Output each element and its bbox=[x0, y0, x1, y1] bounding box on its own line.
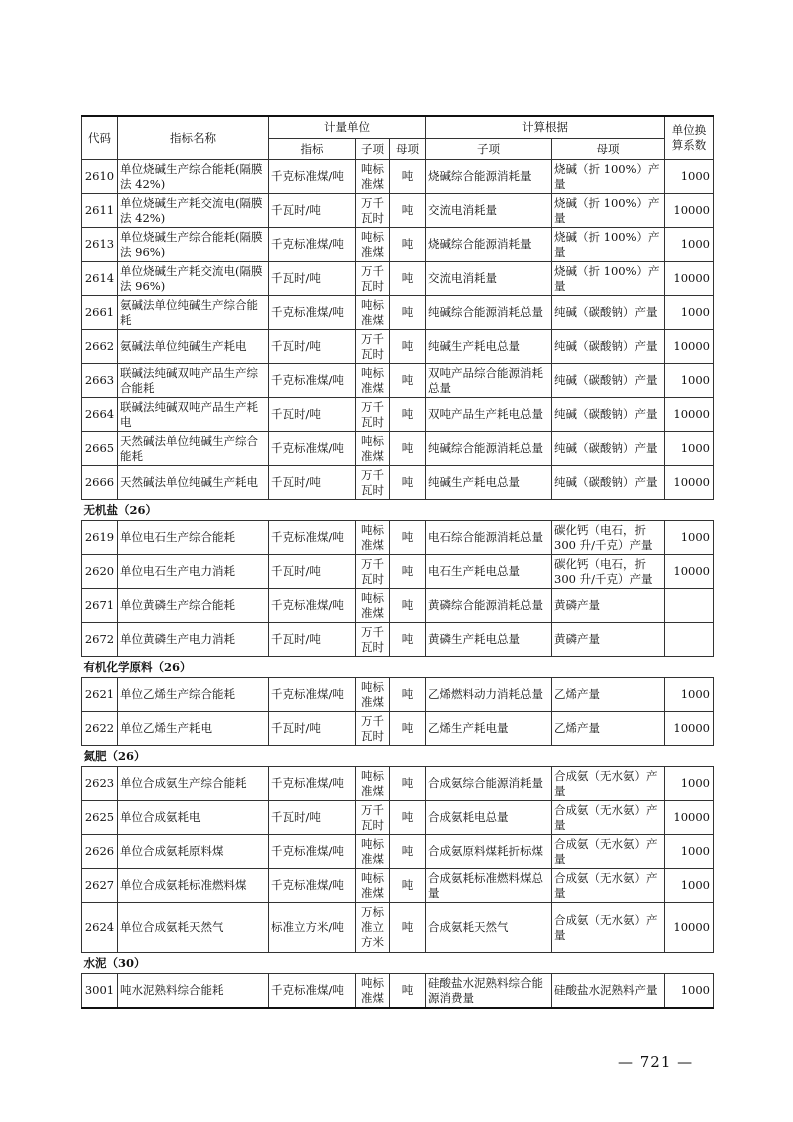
cell-indicator-name: 吨水泥熟料综合能耗 bbox=[118, 974, 269, 1009]
cell-basis-parent: 烧碱（折 100%）产量 bbox=[552, 194, 665, 228]
header-coef: 单位换算系数 bbox=[665, 116, 714, 160]
cell-child-unit: 吨标准煤 bbox=[356, 767, 390, 801]
cell-coef: 1000 bbox=[665, 296, 714, 330]
cell-unit: 千克标准煤/吨 bbox=[269, 228, 356, 262]
cell-coef: 1000 bbox=[665, 767, 714, 801]
table-header bbox=[82, 116, 714, 160]
cell-basis-parent: 乙烯产量 bbox=[552, 678, 665, 712]
table-row bbox=[82, 903, 714, 953]
cell-coef: 1000 bbox=[665, 835, 714, 869]
cell-child-unit: 万千瓦时 bbox=[356, 398, 390, 432]
cell-code: 2610 bbox=[82, 160, 118, 194]
cell-child-unit: 吨标准煤 bbox=[356, 678, 390, 712]
cell-coef: 10000 bbox=[665, 466, 714, 500]
cell-coef: 1000 bbox=[665, 160, 714, 194]
cell-indicator-name: 氨碱法单位纯碱生产耗电 bbox=[118, 330, 269, 364]
page-number: — 721 — bbox=[618, 1053, 694, 1071]
cell-child-unit: 万千瓦时 bbox=[356, 801, 390, 835]
cell-code: 2621 bbox=[82, 678, 118, 712]
table-row bbox=[82, 712, 714, 746]
indicator-table bbox=[81, 115, 714, 1009]
cell-indicator-name: 单位黄磷生产电力消耗 bbox=[118, 623, 269, 657]
cell-coef bbox=[665, 623, 714, 657]
cell-child-unit: 吨标准煤 bbox=[356, 296, 390, 330]
cell-basis-parent: 黄磷产量 bbox=[552, 623, 665, 657]
cell-parent-unit: 吨 bbox=[390, 903, 426, 953]
header-unit-child: 子项 bbox=[356, 139, 390, 160]
cell-code: 2662 bbox=[82, 330, 118, 364]
cell-parent-unit: 吨 bbox=[390, 623, 426, 657]
cell-coef: 1000 bbox=[665, 678, 714, 712]
cell-basis-child: 合成氨综合能源消耗量 bbox=[426, 767, 552, 801]
cell-unit: 千克标准煤/吨 bbox=[269, 767, 356, 801]
cell-code: 2671 bbox=[82, 589, 118, 623]
cell-coef: 10000 bbox=[665, 903, 714, 953]
table-row bbox=[82, 296, 714, 330]
header-unit-group: 计量单位 bbox=[269, 116, 426, 139]
cell-parent-unit: 吨 bbox=[390, 555, 426, 589]
table-row bbox=[82, 262, 714, 296]
header-name: 指标名称 bbox=[118, 116, 269, 160]
cell-coef: 1000 bbox=[665, 974, 714, 1009]
cell-basis-parent: 碳化钙（电石，折 300 升/千克）产量 bbox=[552, 555, 665, 589]
cell-parent-unit: 吨 bbox=[390, 869, 426, 903]
cell-code: 2663 bbox=[82, 364, 118, 398]
cell-code: 2623 bbox=[82, 767, 118, 801]
cell-basis-child: 乙烯燃料动力消耗总量 bbox=[426, 678, 552, 712]
cell-parent-unit: 吨 bbox=[390, 330, 426, 364]
section-row bbox=[82, 746, 714, 767]
cell-coef: 10000 bbox=[665, 330, 714, 364]
cell-basis-parent: 合成氨（无水氨）产量 bbox=[552, 835, 665, 869]
cell-basis-parent: 纯碱（碳酸钠）产量 bbox=[552, 364, 665, 398]
cell-child-unit: 吨标准煤 bbox=[356, 869, 390, 903]
cell-coef: 1000 bbox=[665, 364, 714, 398]
cell-basis-child: 电石生产耗电总量 bbox=[426, 555, 552, 589]
table-row bbox=[82, 801, 714, 835]
section-title: 有机化学原料（26） bbox=[82, 657, 714, 678]
cell-parent-unit: 吨 bbox=[390, 160, 426, 194]
cell-unit: 千克标准煤/吨 bbox=[269, 678, 356, 712]
cell-code: 2619 bbox=[82, 521, 118, 555]
cell-coef: 1000 bbox=[665, 432, 714, 466]
cell-unit: 千瓦时/吨 bbox=[269, 555, 356, 589]
cell-indicator-name: 天然碱法单位纯碱生产耗电 bbox=[118, 466, 269, 500]
table-row bbox=[82, 835, 714, 869]
cell-parent-unit: 吨 bbox=[390, 466, 426, 500]
cell-basis-child: 双吨产品生产耗电总量 bbox=[426, 398, 552, 432]
cell-coef: 10000 bbox=[665, 194, 714, 228]
cell-basis-child: 双吨产品综合能源消耗总量 bbox=[426, 364, 552, 398]
cell-code: 3001 bbox=[82, 974, 118, 1009]
cell-child-unit: 吨标准煤 bbox=[356, 160, 390, 194]
cell-basis-child: 合成氨耗标准燃料煤总量 bbox=[426, 869, 552, 903]
table-row bbox=[82, 869, 714, 903]
cell-unit: 千克标准煤/吨 bbox=[269, 974, 356, 1009]
cell-code: 2661 bbox=[82, 296, 118, 330]
cell-child-unit: 吨标准煤 bbox=[356, 835, 390, 869]
cell-coef: 1000 bbox=[665, 869, 714, 903]
table-row bbox=[82, 194, 714, 228]
cell-basis-parent: 纯碱（碳酸钠）产量 bbox=[552, 466, 665, 500]
cell-basis-child: 纯碱综合能源消耗总量 bbox=[426, 296, 552, 330]
table-row bbox=[82, 466, 714, 500]
cell-child-unit: 吨标准煤 bbox=[356, 521, 390, 555]
cell-unit: 千瓦时/吨 bbox=[269, 194, 356, 228]
cell-indicator-name: 单位合成氨耗标准燃料煤 bbox=[118, 869, 269, 903]
cell-coef: 1000 bbox=[665, 521, 714, 555]
cell-basis-child: 黄磷生产耗电总量 bbox=[426, 623, 552, 657]
cell-unit: 千瓦时/吨 bbox=[269, 262, 356, 296]
cell-child-unit: 万千瓦时 bbox=[356, 262, 390, 296]
cell-child-unit: 万千瓦时 bbox=[356, 194, 390, 228]
cell-unit: 千瓦时/吨 bbox=[269, 623, 356, 657]
cell-parent-unit: 吨 bbox=[390, 262, 426, 296]
cell-code: 2665 bbox=[82, 432, 118, 466]
cell-coef: 10000 bbox=[665, 398, 714, 432]
cell-indicator-name: 联碱法纯碱双吨产品生产耗电 bbox=[118, 398, 269, 432]
table-row bbox=[82, 589, 714, 623]
cell-coef: 10000 bbox=[665, 262, 714, 296]
cell-indicator-name: 单位烧碱生产耗交流电(隔膜法 42%) bbox=[118, 194, 269, 228]
header-unit-parent: 母项 bbox=[390, 139, 426, 160]
cell-child-unit: 万千瓦时 bbox=[356, 555, 390, 589]
table-row bbox=[82, 678, 714, 712]
header-basis-group: 计算根据 bbox=[426, 116, 665, 139]
table-row bbox=[82, 974, 714, 1009]
cell-basis-parent: 硅酸盐水泥熟料产量 bbox=[552, 974, 665, 1009]
cell-unit: 千瓦时/吨 bbox=[269, 330, 356, 364]
cell-basis-parent: 纯碱（碳酸钠）产量 bbox=[552, 296, 665, 330]
header-unit-indicator: 指标 bbox=[269, 139, 356, 160]
cell-indicator-name: 单位合成氨耗天然气 bbox=[118, 903, 269, 953]
cell-child-unit: 吨标准煤 bbox=[356, 432, 390, 466]
cell-basis-parent: 黄磷产量 bbox=[552, 589, 665, 623]
cell-code: 2613 bbox=[82, 228, 118, 262]
indicator-table-sheet bbox=[81, 115, 713, 1009]
cell-basis-child: 纯碱综合能源消耗总量 bbox=[426, 432, 552, 466]
cell-child-unit: 万千瓦时 bbox=[356, 712, 390, 746]
cell-basis-child: 烧碱综合能源消耗量 bbox=[426, 228, 552, 262]
cell-indicator-name: 单位合成氨耗电 bbox=[118, 801, 269, 835]
cell-code: 2627 bbox=[82, 869, 118, 903]
section-row bbox=[82, 657, 714, 678]
section-title: 无机盐（26） bbox=[82, 500, 714, 521]
cell-unit: 千克标准煤/吨 bbox=[269, 296, 356, 330]
cell-indicator-name: 单位合成氨生产综合能耗 bbox=[118, 767, 269, 801]
table-row bbox=[82, 767, 714, 801]
cell-child-unit: 万标准立方米 bbox=[356, 903, 390, 953]
cell-basis-child: 纯碱生产耗电总量 bbox=[426, 330, 552, 364]
cell-indicator-name: 单位乙烯生产综合能耗 bbox=[118, 678, 269, 712]
cell-code: 2611 bbox=[82, 194, 118, 228]
cell-parent-unit: 吨 bbox=[390, 364, 426, 398]
section-title: 氮肥（26） bbox=[82, 746, 714, 767]
header-basis-parent: 母项 bbox=[552, 139, 665, 160]
cell-unit: 千克标准煤/吨 bbox=[269, 835, 356, 869]
cell-indicator-name: 单位烧碱生产综合能耗(隔膜法 42%) bbox=[118, 160, 269, 194]
cell-parent-unit: 吨 bbox=[390, 712, 426, 746]
cell-parent-unit: 吨 bbox=[390, 228, 426, 262]
header-basis-child: 子项 bbox=[426, 139, 552, 160]
cell-basis-child: 黄磷综合能源消耗总量 bbox=[426, 589, 552, 623]
table-row bbox=[82, 364, 714, 398]
cell-unit: 千瓦时/吨 bbox=[269, 801, 356, 835]
cell-code: 2626 bbox=[82, 835, 118, 869]
cell-unit: 千瓦时/吨 bbox=[269, 466, 356, 500]
section-row bbox=[82, 953, 714, 974]
cell-code: 2624 bbox=[82, 903, 118, 953]
cell-code: 2614 bbox=[82, 262, 118, 296]
cell-code: 2666 bbox=[82, 466, 118, 500]
cell-basis-child: 电石综合能源消耗总量 bbox=[426, 521, 552, 555]
cell-code: 2622 bbox=[82, 712, 118, 746]
cell-child-unit: 万千瓦时 bbox=[356, 330, 390, 364]
cell-indicator-name: 单位电石生产电力消耗 bbox=[118, 555, 269, 589]
table-row bbox=[82, 521, 714, 555]
cell-parent-unit: 吨 bbox=[390, 521, 426, 555]
cell-basis-child: 交流电消耗量 bbox=[426, 194, 552, 228]
cell-parent-unit: 吨 bbox=[390, 589, 426, 623]
section-title: 水泥（30） bbox=[82, 953, 714, 974]
cell-unit: 千克标准煤/吨 bbox=[269, 521, 356, 555]
table-body bbox=[82, 160, 714, 1009]
cell-child-unit: 吨标准煤 bbox=[356, 974, 390, 1009]
cell-basis-parent: 合成氨（无水氨）产量 bbox=[552, 767, 665, 801]
cell-child-unit: 万千瓦时 bbox=[356, 466, 390, 500]
cell-unit: 千克标准煤/吨 bbox=[269, 432, 356, 466]
cell-parent-unit: 吨 bbox=[390, 767, 426, 801]
cell-basis-parent: 乙烯产量 bbox=[552, 712, 665, 746]
cell-basis-child: 烧碱综合能源消耗量 bbox=[426, 160, 552, 194]
table-row bbox=[82, 228, 714, 262]
cell-basis-parent: 合成氨（无水氨）产量 bbox=[552, 869, 665, 903]
cell-unit: 千克标准煤/吨 bbox=[269, 589, 356, 623]
header-code: 代码 bbox=[82, 116, 118, 160]
cell-child-unit: 吨标准煤 bbox=[356, 589, 390, 623]
cell-parent-unit: 吨 bbox=[390, 432, 426, 466]
cell-unit: 千克标准煤/吨 bbox=[269, 160, 356, 194]
cell-indicator-name: 单位黄磷生产综合能耗 bbox=[118, 589, 269, 623]
cell-basis-child: 硅酸盐水泥熟料综合能源消费量 bbox=[426, 974, 552, 1009]
cell-coef: 10000 bbox=[665, 555, 714, 589]
cell-unit: 千瓦时/吨 bbox=[269, 398, 356, 432]
table-row bbox=[82, 160, 714, 194]
cell-code: 2664 bbox=[82, 398, 118, 432]
cell-parent-unit: 吨 bbox=[390, 801, 426, 835]
table-row bbox=[82, 555, 714, 589]
cell-indicator-name: 单位电石生产综合能耗 bbox=[118, 521, 269, 555]
cell-parent-unit: 吨 bbox=[390, 296, 426, 330]
cell-code: 2620 bbox=[82, 555, 118, 589]
cell-unit: 千克标准煤/吨 bbox=[269, 869, 356, 903]
cell-basis-parent: 合成氨（无水氨）产量 bbox=[552, 801, 665, 835]
cell-basis-child: 乙烯生产耗电量 bbox=[426, 712, 552, 746]
cell-coef: 1000 bbox=[665, 228, 714, 262]
cell-indicator-name: 单位烧碱生产耗交流电(隔膜法 96%) bbox=[118, 262, 269, 296]
cell-parent-unit: 吨 bbox=[390, 398, 426, 432]
cell-child-unit: 万千瓦时 bbox=[356, 623, 390, 657]
cell-unit: 千克标准煤/吨 bbox=[269, 364, 356, 398]
cell-basis-child: 交流电消耗量 bbox=[426, 262, 552, 296]
cell-indicator-name: 单位合成氨耗原料煤 bbox=[118, 835, 269, 869]
cell-basis-parent: 合成氨（无水氨）产量 bbox=[552, 903, 665, 953]
table-row bbox=[82, 432, 714, 466]
cell-parent-unit: 吨 bbox=[390, 835, 426, 869]
cell-basis-parent: 碳化钙（电石，折 300 升/千克）产量 bbox=[552, 521, 665, 555]
cell-indicator-name: 天然碱法单位纯碱生产综合能耗 bbox=[118, 432, 269, 466]
table-row bbox=[82, 398, 714, 432]
table-row bbox=[82, 623, 714, 657]
cell-child-unit: 吨标准煤 bbox=[356, 228, 390, 262]
cell-basis-child: 合成氨耗天然气 bbox=[426, 903, 552, 953]
cell-basis-child: 合成氨耗电总量 bbox=[426, 801, 552, 835]
cell-unit: 标准立方米/吨 bbox=[269, 903, 356, 953]
cell-code: 2625 bbox=[82, 801, 118, 835]
cell-indicator-name: 联碱法纯碱双吨产品生产综合能耗 bbox=[118, 364, 269, 398]
cell-indicator-name: 氨碱法单位纯碱生产综合能耗 bbox=[118, 296, 269, 330]
cell-coef bbox=[665, 589, 714, 623]
section-row bbox=[82, 500, 714, 521]
cell-unit: 千瓦时/吨 bbox=[269, 712, 356, 746]
cell-indicator-name: 单位乙烯生产耗电 bbox=[118, 712, 269, 746]
cell-child-unit: 吨标准煤 bbox=[356, 364, 390, 398]
cell-code: 2672 bbox=[82, 623, 118, 657]
cell-basis-parent: 纯碱（碳酸钠）产量 bbox=[552, 432, 665, 466]
cell-parent-unit: 吨 bbox=[390, 974, 426, 1009]
cell-coef: 10000 bbox=[665, 801, 714, 835]
table-row bbox=[82, 330, 714, 364]
cell-coef: 10000 bbox=[665, 712, 714, 746]
cell-basis-parent: 烧碱（折 100%）产量 bbox=[552, 262, 665, 296]
cell-basis-parent: 纯碱（碳酸钠）产量 bbox=[552, 398, 665, 432]
cell-basis-parent: 烧碱（折 100%）产量 bbox=[552, 160, 665, 194]
cell-basis-child: 纯碱生产耗电总量 bbox=[426, 466, 552, 500]
cell-parent-unit: 吨 bbox=[390, 194, 426, 228]
cell-parent-unit: 吨 bbox=[390, 678, 426, 712]
cell-basis-child: 合成氨原料煤耗折标煤 bbox=[426, 835, 552, 869]
cell-indicator-name: 单位烧碱生产综合能耗(隔膜法 96%) bbox=[118, 228, 269, 262]
cell-basis-parent: 纯碱（碳酸钠）产量 bbox=[552, 330, 665, 364]
cell-basis-parent: 烧碱（折 100%）产量 bbox=[552, 228, 665, 262]
